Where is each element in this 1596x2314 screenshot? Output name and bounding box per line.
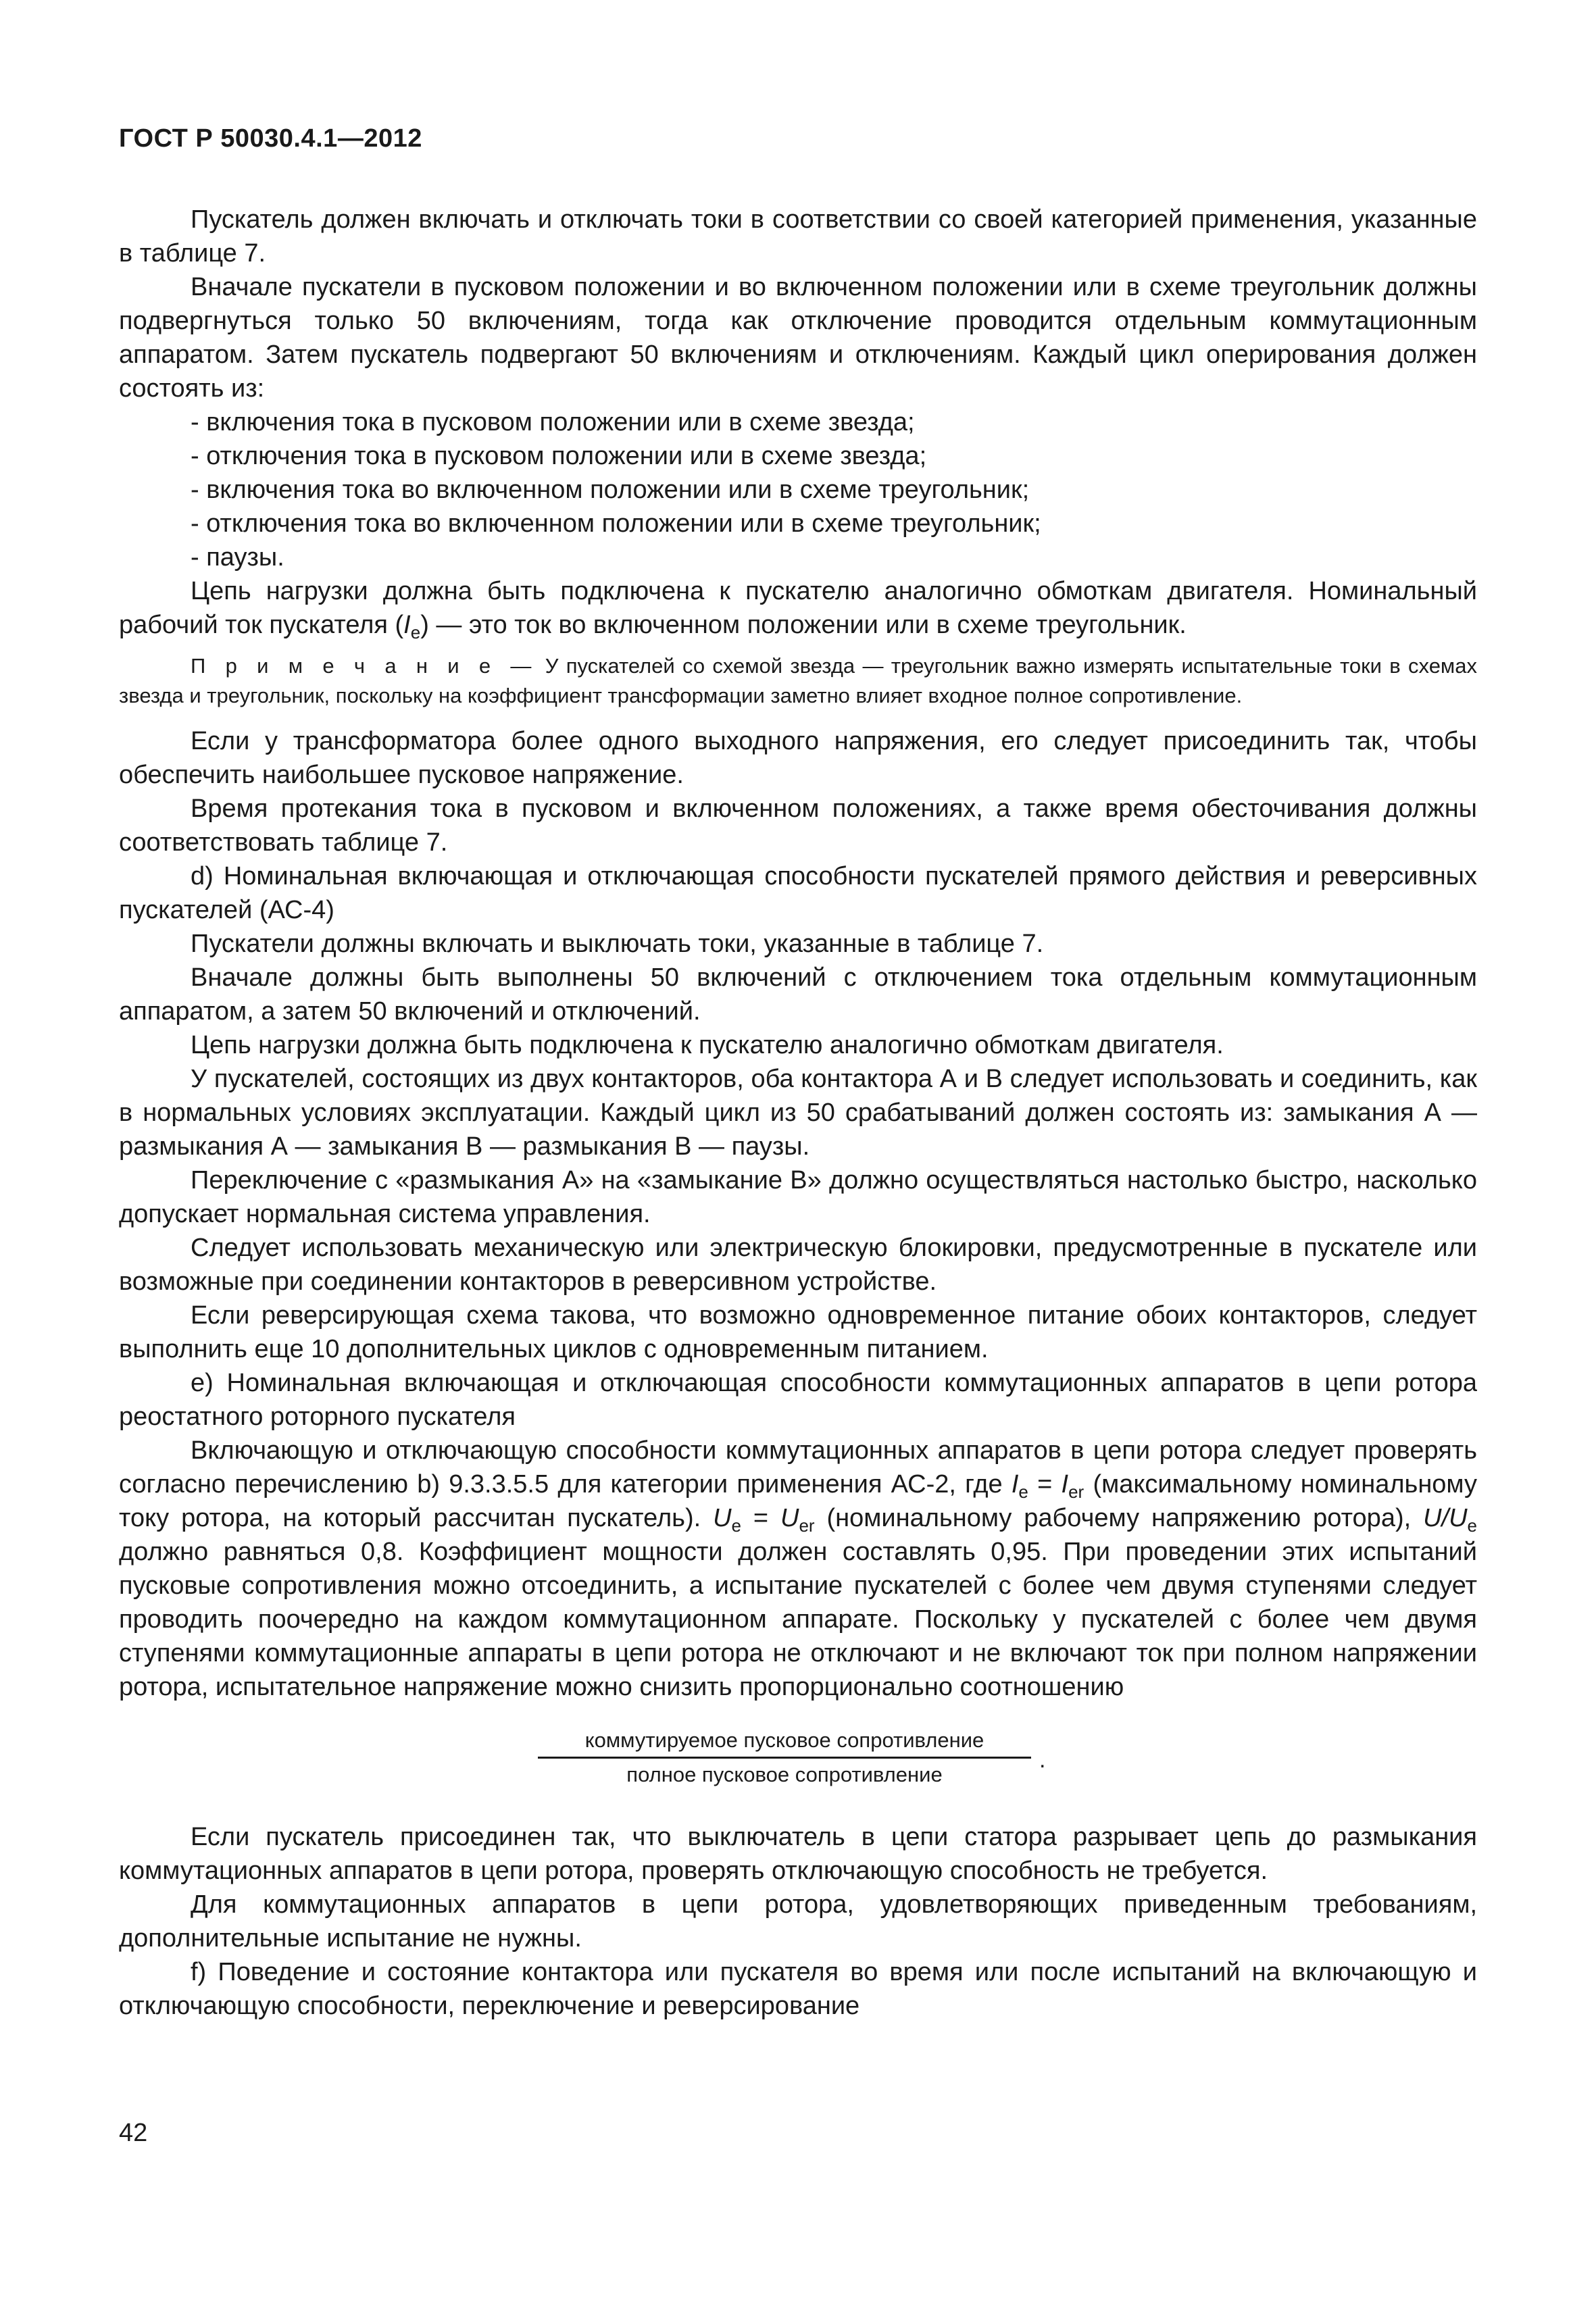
list-item: - включения тока в пусковом положении или в схеме звезда; [191, 408, 915, 436]
paragraph: Для коммутационных аппаратов в цепи ротора, удовлетворяющих приведенным требованиям, дополнительные испытание не нужны. [119, 1890, 1477, 1953]
paragraph: Если у трансформатора более одного выходного напряжения, его следует присоединить так, чтобы обеспечить наибольшее пусковое напряжение. [119, 727, 1477, 789]
paragraph: Пускатель должен включать и отключать токи в соответствии со своей категорией применения, указанные в таблице 7. [119, 205, 1477, 268]
formula-period: . [1039, 1747, 1046, 1773]
paragraph: Вначале пускатели в пусковом положении и во включенном положении или в схеме треугольник должны подвергнуться только 50 включениям, тогда как отключение проводится отдельным коммутационным аппаратом. Затем пускатель подвергают 50 включениям и отключениям. Каждый цикл оперирования должен состоять из: [119, 273, 1477, 403]
paragraph: Пускатели должны включать и выключать токи, указанные в таблице 7. [191, 930, 1044, 958]
paragraph: Вначале должны быть выполнены 50 включений с отключением тока отдельным коммутационным аппаратом, а затем 50 включений и отключений. [119, 963, 1477, 1026]
paragraph: Время протекания тока в пусковом и включенном положениях, а также время обесточивания должны соответствовать таблице 7. [119, 795, 1477, 857]
note-label: П р и м е ч а н и е — [191, 654, 538, 678]
fraction [538, 1727, 1031, 1788]
list-item: - включения тока во включенном положении или в схеме треугольник; [191, 476, 1030, 504]
paragraph-load-current: Цепь нагрузки должна быть подключена к пускателю аналогично обмоткам двигателя. Номинальный рабочий ток пускателя $(I_e)$ — это ток во включенном положении или в схеме треугольник. [119, 577, 1477, 643]
note [119, 651, 1477, 711]
paragraph: Если пускатель присоединен так, что выключатель в цепи статора разрывает цепь до размыкания коммутационных аппаратов в цепи ротора, проверять отключающую способность не требуется. [119, 1823, 1477, 1885]
paragraph: е) Номинальная включающая и отключающая способности коммутационных аппаратов в цепи ротора реостатного роторного пускателя [119, 1369, 1477, 1431]
paragraph: Следует использовать механическую или электрическую блокировки, предусмотренные в пускателе или возможные при соединении контакторов в реверсивном устройстве. [119, 1234, 1477, 1296]
paragraph: Цепь нагрузки должна быть подключена к пускателю аналогично обмоткам двигателя. [191, 1031, 1224, 1059]
paragraph: У пускателей, состоящих из двух контакторов, оба контактора А и В следует использовать и соединить, как в нормальных условиях эксплуатации. Каждый цикл из 50 срабатываний должен состоять из: замыкания А — размыкания А — замыкания В — размыкания В — паузы. [119, 1065, 1477, 1161]
paragraph: Переключение с «размыкания А» на «замыкание В» должно осуществляться настолько быстро, насколько допускает нормальная система управления. [119, 1166, 1477, 1228]
list-item: - отключения тока в пусковом положении или в схеме звезда; [191, 442, 927, 470]
note-text: У пускателей со схемой звезда — треугольник важно измерять испытательные токи в схемах звезда и треугольник, поскольку на коэффициент трансформации заметно влияет входное полное сопротивление. [119, 654, 1477, 707]
paragraph: d) Номинальная включающая и отключающая способности пускателей прямого действия и реверсивных пускателей (АС-4) [119, 862, 1477, 924]
paragraph: Если реверсирующая схема такова, что возможно одновременное питание обоих контакторов, следует выполнить еще 10 дополнительных циклов с одновременным питанием. [119, 1301, 1477, 1363]
page-number: 42 [119, 2119, 148, 2147]
formula [119, 1720, 1477, 1808]
list-item: - паузы. [191, 543, 284, 572]
fraction-denominator: полное пусковое сопротивление [626, 1763, 943, 1786]
paragraph-rotor: Включающую и отключающую способности коммутационных аппаратов в цепи ротора следует проверять согласно перечислению b) 9.3.3.5.5 для категории применения АС-2, где $I_e = I_{er}$ (максимальному номинальному току ротора, на который рассчитан пускатель). $U_e = U_{er}$ (номинальному рабочему напряжению ротора), $U/U_e$ должно равняться 0,8. Коэффициент мощности должен составлять 0,95. При проведении этих испытаний пусковые сопротивления можно отсоединить, а испытание пускателей с более чем двумя ступенями следует проводить поочередно на каждом коммутационном аппарате. Поскольку у пускателей с более чем двумя ступенями коммутационные аппараты в цепи ротора не отключают и не включают ток при полном напряжении ротора, испытательное напряжение можно снизить пропорционально соотношению [119, 1436, 1477, 1701]
fraction-numerator: коммутируемое пусковое сопротивление [538, 1727, 1031, 1759]
document-header: ГОСТ Р 50030.4.1—2012 [119, 124, 422, 153]
paragraph: f) Поведение и состояние контактора или пускателя во время или после испытаний на включающую и отключающую способности, переключение и реверсирование [119, 1958, 1477, 2020]
list-item: - отключения тока во включенном положении или в схеме треугольник; [191, 509, 1041, 538]
document-body [119, 203, 1477, 2023]
